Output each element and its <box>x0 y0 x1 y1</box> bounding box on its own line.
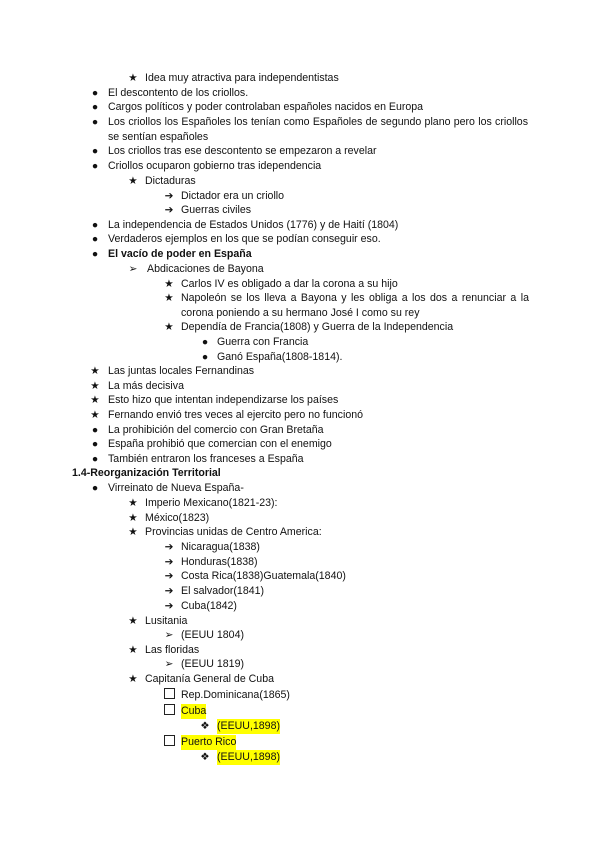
list-item-text: Guerras civiles <box>181 204 252 216</box>
list-item <box>0 393 600 408</box>
dot-bullet-icon: ● <box>91 233 99 245</box>
arrow-bullet-icon: ➔ <box>164 204 174 216</box>
list-item-text: El descontento de los criollos. <box>108 87 249 99</box>
arrow-bullet-icon: ➔ <box>164 585 174 597</box>
highlighted-text: Cuba <box>181 705 207 717</box>
list-item <box>0 688 600 703</box>
list-item-text: Costa Rica(1838)Guatemala(1840) <box>181 570 346 582</box>
list-item-text: Criollos ocuparon gobierno tras idependencia <box>108 160 322 172</box>
list-item <box>0 203 600 218</box>
list-item <box>0 379 600 394</box>
list-item <box>0 735 600 750</box>
list-item <box>0 277 600 292</box>
star-bullet-icon: ★ <box>128 72 138 84</box>
list-item <box>0 672 600 687</box>
list-item <box>0 115 600 145</box>
section-heading <box>0 466 600 481</box>
list-item <box>0 555 600 570</box>
list-item <box>0 144 600 159</box>
dot-bullet-icon: ● <box>201 336 209 348</box>
checkbox-icon <box>162 688 176 703</box>
list-item-text: Nicaragua(1838) <box>181 541 260 553</box>
list-item-text: Rep.Dominicana(1865) <box>181 689 290 701</box>
list-item <box>0 750 600 765</box>
list-item-text: México(1823) <box>145 512 210 524</box>
list-item <box>0 569 600 584</box>
star-bullet-icon: ★ <box>90 394 100 406</box>
list-item <box>0 320 600 335</box>
star-bullet-icon: ★ <box>90 380 100 392</box>
list-item <box>0 71 600 86</box>
list-item <box>0 218 600 233</box>
list-item <box>0 628 600 643</box>
dot-bullet-icon: ● <box>201 351 209 363</box>
dot-bullet-icon: ● <box>91 453 99 465</box>
list-item-text: Ganó España(1808-1814). <box>217 351 343 363</box>
dot-bullet-icon: ● <box>91 160 99 172</box>
dot-bullet-icon: ● <box>91 424 99 436</box>
list-item-text: Capitanía General de Cuba <box>145 673 274 685</box>
list-item-text: El salvador(1841) <box>181 585 265 597</box>
list-item <box>0 437 600 452</box>
list-item-text: Abdicaciones de Bayona <box>147 263 264 275</box>
list-item-text: Provincias unidas de Centro America: <box>145 526 322 538</box>
list-item-text: Imperio Mexicano(1821-23): <box>145 497 278 509</box>
list-item-text: La independencia de Estados Unidos (1776) y de Haití (1804) <box>108 219 399 231</box>
list-item-text: Honduras(1838) <box>181 556 258 568</box>
list-item-text: (EEUU 1804) <box>181 629 244 641</box>
diamond-bullet-icon: ❖ <box>200 720 210 732</box>
list-item-text: Fernando envió tres veces al ejercito pero no funcionó <box>108 409 363 421</box>
list-item-text: Las juntas locales Fernandinas <box>108 365 255 377</box>
list-item-text: Virreinato de Nueva España- <box>108 482 244 494</box>
checkbox-icon <box>162 735 176 750</box>
arrow-bullet-icon: ➔ <box>164 190 174 202</box>
list-item <box>0 262 600 277</box>
list-item <box>0 584 600 599</box>
list-item-text: Dictador era un criollo <box>181 190 285 202</box>
arrow-bullet-icon: ➔ <box>164 600 174 612</box>
star-bullet-icon: ★ <box>128 512 138 524</box>
checkbox-icon <box>162 704 176 719</box>
dot-bullet-icon: ● <box>91 248 99 260</box>
list-item <box>0 159 600 174</box>
list-item <box>0 525 600 540</box>
dot-bullet-icon: ● <box>91 87 99 99</box>
list-item <box>0 496 600 511</box>
list-item <box>0 174 600 189</box>
list-item <box>0 452 600 467</box>
list-item-text: Verdaderos ejemplos en los que se podían conseguir eso. <box>108 233 381 245</box>
list-item-text: Dependía de Francia(1808) y Guerra de la Independencia <box>181 321 454 333</box>
arrow-bullet-icon: ➔ <box>164 556 174 568</box>
star-bullet-icon: ★ <box>164 278 174 290</box>
star-bullet-icon: ★ <box>128 497 138 509</box>
list-item-text: Cuba(1842) <box>181 600 237 612</box>
highlighted-text: (EEUU,1898) <box>217 720 280 732</box>
section-title: El vacío de poder en España <box>108 248 252 260</box>
list-item-text: La prohibición del comercio con Gran Bretaña <box>108 424 324 436</box>
list-item-text: España prohibió que comercian con el enemigo <box>108 438 332 450</box>
list-item <box>0 86 600 101</box>
triangle-bullet-icon: ➢ <box>164 658 174 670</box>
list-item <box>0 189 600 204</box>
dot-bullet-icon: ● <box>91 219 99 231</box>
list-item <box>0 350 600 365</box>
list-item-text: Las floridas <box>145 644 200 656</box>
triangle-bullet-icon: ➢ <box>164 629 174 641</box>
list-item-text: Esto hizo que intentan independizarse los países <box>108 394 339 406</box>
list-item <box>0 643 600 658</box>
star-bullet-icon: ★ <box>90 365 100 377</box>
highlighted-text: (EEUU,1898) <box>217 751 280 763</box>
list-item-text: Idea muy atractiva para independentistas <box>145 72 339 84</box>
star-bullet-icon: ★ <box>164 292 174 304</box>
list-item-text: Los criollos tras ese descontento se empezaron a revelar <box>108 145 377 157</box>
list-item <box>0 540 600 555</box>
star-bullet-icon: ★ <box>128 673 138 685</box>
star-bullet-icon: ★ <box>128 526 138 538</box>
list-item <box>0 364 600 379</box>
list-item <box>0 614 600 629</box>
dot-bullet-icon: ● <box>91 116 99 128</box>
list-item <box>0 335 600 350</box>
dot-bullet-icon: ● <box>91 438 99 450</box>
list-item-text: (EEUU 1819) <box>181 658 244 670</box>
list-item-text: Napoleón se los lleva a Bayona y les obliga a los dos a renunciar a la corona poniendo a su hermano José I como su rey <box>181 292 529 319</box>
star-bullet-icon: ★ <box>90 409 100 421</box>
arrow-bullet-icon: ➔ <box>164 570 174 582</box>
star-bullet-icon: ★ <box>164 321 174 333</box>
list-item <box>0 291 600 321</box>
list-item <box>0 408 600 423</box>
list-item <box>0 599 600 614</box>
list-item <box>0 511 600 526</box>
arrow-bullet-icon: ➔ <box>164 541 174 553</box>
list-item-text: Carlos IV es obligado a dar la corona a su hijo <box>181 278 398 290</box>
highlighted-text: Puerto Rico <box>181 736 237 748</box>
list-item-text: Los criollos los Españoles los tenían como Españoles de segundo plano pero los criollos se sentían españoles <box>108 116 528 143</box>
list-item <box>0 232 600 247</box>
star-bullet-icon: ★ <box>128 175 138 187</box>
star-bullet-icon: ★ <box>128 644 138 656</box>
list-item-text: La más decisiva <box>108 380 184 392</box>
list-item <box>0 100 600 115</box>
list-item <box>0 719 600 734</box>
list-item <box>0 481 600 496</box>
list-item <box>0 247 600 262</box>
heading-text: 1.4-Reorganización Territorial <box>72 467 221 479</box>
list-item <box>0 657 600 672</box>
list-item-text: Guerra con Francia <box>217 336 309 348</box>
list-item <box>0 704 600 719</box>
list-item-text: Dictaduras <box>145 175 196 187</box>
list-item-text: También entraron los franceses a España <box>108 453 304 465</box>
list-item-text: Lusitania <box>145 615 188 627</box>
dot-bullet-icon: ● <box>91 101 99 113</box>
diamond-bullet-icon: ❖ <box>200 751 210 763</box>
star-bullet-icon: ★ <box>128 615 138 627</box>
dot-bullet-icon: ● <box>91 145 99 157</box>
triangle-bullet-icon: ➢ <box>128 263 138 275</box>
dot-bullet-icon: ● <box>91 482 99 494</box>
list-item <box>0 423 600 438</box>
list-item-text: Cargos políticos y poder controlaban españoles nacidos en Europa <box>108 101 424 113</box>
